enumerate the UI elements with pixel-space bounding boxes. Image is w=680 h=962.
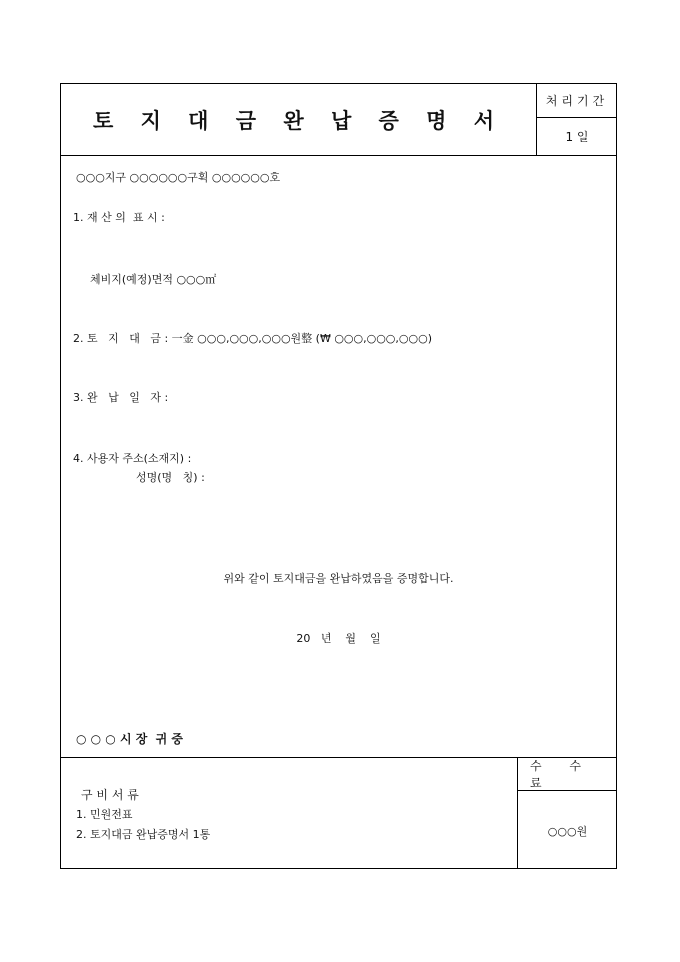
processing-period-value: 1 일 xyxy=(565,130,589,144)
required-document-item: 2. 토지대금 완납증명서 1통 xyxy=(76,828,211,841)
property-detail: 체비지(예정)면적 ○○○㎡ xyxy=(90,273,217,286)
user-address-label: 4. 사용자 주소(소재지) : xyxy=(73,452,192,465)
property-label: 1. 재 산 의 표 시 : xyxy=(73,211,165,224)
user-name-label: 성명(명 칭) : xyxy=(136,471,205,484)
fee-value: ○○○원 xyxy=(547,824,588,838)
issue-date-line: 20 년 월 일 xyxy=(296,632,381,645)
form-footer xyxy=(61,757,616,869)
form-title: 토 지 대 금 완 납 증 명 서 xyxy=(92,107,505,133)
land-price-line: 2. 토 지 대 금 : 一金 ○○○,○○○,○○○원整 (₩ ○○○,○○○,○○○) xyxy=(73,332,432,345)
fee-label: 수 수 료 xyxy=(518,758,617,791)
lot-location-line: ○○○지구 ○○○○○○구획 ○○○○○○호 xyxy=(76,171,281,184)
fee-box xyxy=(517,758,617,869)
form-header xyxy=(61,84,616,156)
processing-period-box xyxy=(536,84,617,155)
recipient-line: ○ ○ ○ 시 장 귀 중 xyxy=(76,732,184,746)
required-documents-heading: 구 비 서 류 xyxy=(81,788,139,802)
processing-period-label: 처리기간 xyxy=(537,84,617,118)
certify-text: 위와 같이 토지대금을 완납하였음을 증명합니다. xyxy=(223,572,454,585)
certificate-form xyxy=(60,83,617,869)
payment-date-label: 3. 완 납 일 자 : xyxy=(73,391,169,404)
required-document-item: 1. 민원전표 xyxy=(76,808,133,821)
